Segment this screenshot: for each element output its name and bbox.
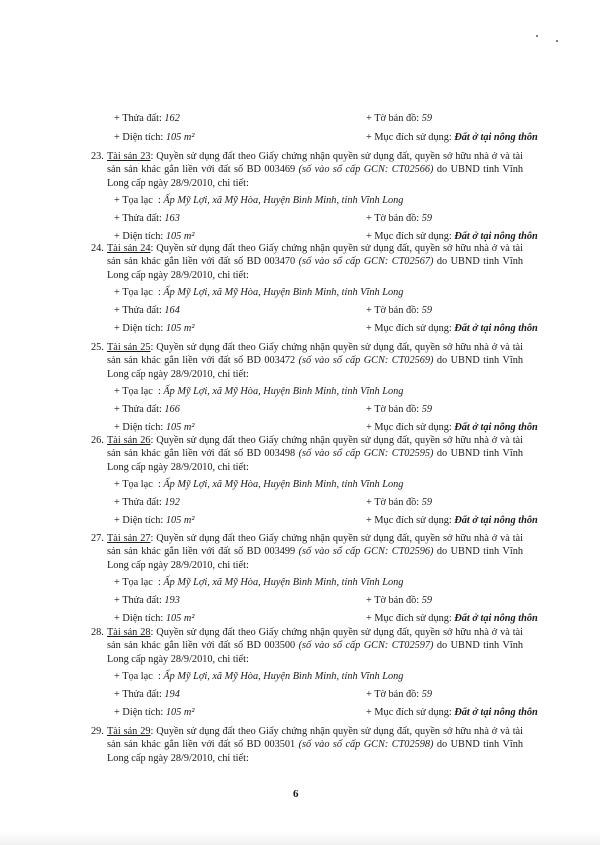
asset-paragraph: Tài sản 27: Quyền sử dụng đất theo Giấy chứng nhận quyền sử dụng đất, quyền sở hữu nhà ở và tài sản sản khác gắn liền với đất số BD 003499 (số vào sổ cấp GCN: CT02596) do UBND tỉnh Vĩnh Long cấp ngày 28/9/2010, chi tiết: [107,533,523,571]
thua-value: 192 [164,497,180,508]
gcn-number: (số vào sổ cấp GCN: CT02567) [298,256,434,268]
asset-number: 24. [91,243,104,254]
asset-title: Tài sản 29 [107,726,151,737]
asset-text-b: do UBND tỉnh Vĩnh Long cấp ngày 28/9/2010, chi tiết: [107,640,523,665]
asset-text-a: Quyền sử dụng đất theo Giấy chứng nhận quyền sử dụng đất, quyền sở hữu nhà ở và tài sản sản khác gắn liền với đất số [107,243,523,268]
to-value: 59 [421,213,432,224]
cert-number: BD 003470 [246,256,296,268]
thua-value: 163 [164,213,180,224]
muc-dich-value: Đất ở tại nông thôn [454,323,538,334]
toa-lac-line: + Tọa lạc : Ấp Mỹ Lợi, xã Mỹ Hòa, Huyện Bình Minh, tỉnh Vĩnh Long [114,195,404,206]
asset-text-a: Quyền sử dụng đất theo Giấy chứng nhận quyền sử dụng đất, quyền sở hữu nhà ở và tài sản sản khác gắn liền với đất số [107,726,523,751]
toa-lac-value: Ấp Mỹ Lợi, xã Mỹ Hòa, Huyện Bình Minh, tỉnh Vĩnh Long [163,386,404,397]
thua-value: 194 [164,689,180,700]
to-value: 59 [421,595,432,606]
asset-paragraph: Tài sản 24: Quyền sử dụng đất theo Giấy chứng nhận quyền sử dụng đất, quyền sở hữu nhà ở và tài sản sản khác gắn liền với đất số BD 003470 (số vào sổ cấp GCN: CT02567) do UBND tỉnh Vĩnh Long cấp ngày 28/9/2010, chi tiết: [107,243,523,281]
top-dientich-line: + Diện tích: 105 m² + Mục đích sử dụng: Đất ở tại nông thôn [114,132,538,143]
dien-tich-value: 105 m² [165,132,195,143]
thua-value: 193 [164,595,180,606]
asset-text-b: do UBND tỉnh Vĩnh Long cấp ngày 28/9/2010, chi tiết: [107,164,523,189]
muc-dich-value: Đất ở tại nông thôn [454,707,538,718]
asset-text-b: do UBND tỉnh Vĩnh Long cấp ngày 28/9/2010, chi tiết: [107,355,523,380]
thua-line: + Thửa đất: 164 + Tờ bản đồ: 59 [114,305,432,316]
asset-text-b: do UBND tỉnh Vĩnh Long cấp ngày 28/9/2010, chi tiết: [107,448,523,473]
scan-speck [536,35,538,37]
asset-text-a: Quyền sử dụng đất theo Giấy chứng nhận quyền sử dụng đất, quyền sở hữu nhà ở và tài sản sản khác gắn liền với đất số [107,533,523,558]
asset-number: 25. [91,342,104,353]
gcn-number: (số vào sổ cấp GCN: CT02598) [298,739,434,751]
asset-text-a: Quyền sử dụng đất theo Giấy chứng nhận quyền sử dụng đất, quyền sở hữu nhà ở và tài sản sản khác gắn liền với đất số [107,627,523,652]
asset-paragraph: Tài sản 28: Quyền sử dụng đất theo Giấy chứng nhận quyền sử dụng đất, quyền sở hữu nhà ở và tài sản sản khác gắn liền với đất số BD 003500 (số vào sổ cấp GCN: CT02597) do UBND tỉnh Vĩnh Long cấp ngày 28/9/2010, chi tiết: [107,627,523,665]
dien-tich-value: 105 m² [165,613,195,624]
asset-text-b: do UBND tỉnh Vĩnh Long cấp ngày 28/9/2010, chi tiết: [107,546,523,571]
dien-tich-line: + Diện tích: 105 m² + Mục đích sử dụng: Đất ở tại nông thôn [114,515,538,526]
thua-value: 162 [164,113,180,124]
gcn-number: (số vào sổ cấp GCN: CT02569) [298,355,434,367]
asset-title: Tài sản 23 [107,151,151,162]
scan-speck [556,40,558,42]
gcn-number: (số vào sổ cấp GCN: CT02596) [298,546,434,558]
cert-number: BD 003498 [246,448,296,460]
thua-value: 166 [164,404,180,415]
to-value: 59 [421,497,432,508]
thua-line: + Thửa đất: 163 + Tờ bản đồ: 59 [114,213,432,224]
cert-number: BD 003469 [246,164,296,176]
dien-tich-value: 105 m² [165,323,195,334]
gcn-number: (số vào sổ cấp GCN: CT02595) [298,448,434,460]
asset-paragraph: Tài sản 29: Quyền sử dụng đất theo Giấy chứng nhận quyền sử dụng đất, quyền sở hữu nhà ở và tài sản sản khác gắn liền với đất số BD 003501 (số vào sổ cấp GCN: CT02598) do UBND tỉnh Vĩnh Long cấp ngày 28/9/2010, chi tiết: [107,726,523,764]
toa-lac-value: Ấp Mỹ Lợi, xã Mỹ Hòa, Huyện Bình Minh, tỉnh Vĩnh Long [163,671,404,682]
muc-dich-value: Đất ở tại nông thôn [454,132,538,143]
thua-line: + Thửa đất: 194 + Tờ bản đồ: 59 [114,689,432,700]
asset-title: Tài sản 27 [107,533,151,544]
asset-title: Tài sản 26 [107,435,151,446]
asset-number: 23. [91,151,104,162]
asset-paragraph: Tài sản 25: Quyền sử dụng đất theo Giấy chứng nhận quyền sử dụng đất, quyền sở hữu nhà ở và tài sản sản khác gắn liền với đất số BD 003472 (số vào sổ cấp GCN: CT02569) do UBND tỉnh Vĩnh Long cấp ngày 28/9/2010, chi tiết: [107,342,523,380]
to-value: 59 [421,689,432,700]
asset-text-b: do UBND tỉnh Vĩnh Long cấp ngày 28/9/2010, chi tiết: [107,739,523,764]
gcn-number: (số vào sổ cấp GCN: CT02566) [298,164,434,176]
cert-number: BD 003500 [246,640,296,652]
asset-text-a: Quyền sử dụng đất theo Giấy chứng nhận quyền sử dụng đất, quyền sở hữu nhà ở và tài sản sản khác gắn liền với đất số [107,151,523,176]
asset-paragraph: Tài sản 26: Quyền sử dụng đất theo Giấy chứng nhận quyền sử dụng đất, quyền sở hữu nhà ở và tài sản sản khác gắn liền với đất số BD 003498 (số vào sổ cấp GCN: CT02595) do UBND tỉnh Vĩnh Long cấp ngày 28/9/2010, chi tiết: [107,435,523,473]
toa-lac-line: + Tọa lạc : Ấp Mỹ Lợi, xã Mỹ Hòa, Huyện Bình Minh, tỉnh Vĩnh Long [114,479,404,490]
asset-title: Tài sản 25 [107,342,151,353]
cert-number: BD 003501 [246,739,296,751]
asset-text-a: Quyền sử dụng đất theo Giấy chứng nhận quyền sử dụng đất, quyền sở hữu nhà ở và tài sản sản khác gắn liền với đất số [107,342,523,367]
muc-dich-value: Đất ở tại nông thôn [454,422,538,433]
muc-dich-value: Đất ở tại nông thôn [454,515,538,526]
dien-tich-line: + Diện tích: 105 m² + Mục đích sử dụng: Đất ở tại nông thôn [114,231,538,242]
asset-number: 26. [91,435,104,446]
cert-number: BD 003499 [246,546,296,558]
toa-lac-line: + Tọa lạc : Ấp Mỹ Lợi, xã Mỹ Hòa, Huyện Bình Minh, tỉnh Vĩnh Long [114,577,404,588]
asset-text-a: Quyền sử dụng đất theo Giấy chứng nhận quyền sử dụng đất, quyền sở hữu nhà ở và tài sản sản khác gắn liền với đất số [107,435,523,460]
dien-tich-line: + Diện tích: 105 m² + Mục đích sử dụng: Đất ở tại nông thôn [114,323,538,334]
toa-lac-value: Ấp Mỹ Lợi, xã Mỹ Hòa, Huyện Bình Minh, tỉnh Vĩnh Long [163,479,404,490]
muc-dich-value: Đất ở tại nông thôn [454,613,538,624]
dien-tich-line: + Diện tích: 105 m² + Mục đích sử dụng: Đất ở tại nông thôn [114,613,538,624]
toa-lac-value: Ấp Mỹ Lợi, xã Mỹ Hòa, Huyện Bình Minh, tỉnh Vĩnh Long [163,195,404,206]
dien-tich-value: 105 m² [165,422,195,433]
gcn-number: (số vào sổ cấp GCN: CT02597) [298,640,434,652]
toa-lac-line: + Tọa lạc : Ấp Mỹ Lợi, xã Mỹ Hòa, Huyện Bình Minh, tỉnh Vĩnh Long [114,671,404,682]
to-value: 59 [421,404,432,415]
cert-number: BD 003472 [246,355,296,367]
toa-lac-value: Ấp Mỹ Lợi, xã Mỹ Hòa, Huyện Bình Minh, tỉnh Vĩnh Long [163,287,404,298]
page-number: 6 [293,788,299,800]
thua-value: 164 [164,305,180,316]
asset-paragraph: Tài sản 23: Quyền sử dụng đất theo Giấy chứng nhận quyền sử dụng đất, quyền sở hữu nhà ở và tài sản sản khác gắn liền với đất số BD 003469 (số vào sổ cấp GCN: CT02566) do UBND tỉnh Vĩnh Long cấp ngày 28/9/2010, chi tiết: [107,151,523,189]
asset-number: 28. [91,627,104,638]
scan-bottom-edge [0,830,600,845]
to-value: 59 [421,113,432,124]
dien-tich-value: 105 m² [165,515,195,526]
muc-dich-value: Đất ở tại nông thôn [454,231,538,242]
thua-line: + Thửa đất: 192 + Tờ bản đồ: 59 [114,497,432,508]
toa-lac-line: + Tọa lạc : Ấp Mỹ Lợi, xã Mỹ Hòa, Huyện Bình Minh, tỉnh Vĩnh Long [114,287,404,298]
asset-text-b: do UBND tỉnh Vĩnh Long cấp ngày 28/9/2010, chi tiết: [107,256,523,281]
toa-lac-line: + Tọa lạc : Ấp Mỹ Lợi, xã Mỹ Hòa, Huyện Bình Minh, tỉnh Vĩnh Long [114,386,404,397]
thua-line: + Thửa đất: 193 + Tờ bản đồ: 59 [114,595,432,606]
to-value: 59 [421,305,432,316]
top-thua-line: + Thửa đất: 162 + Tờ bản đồ: 59 [114,113,432,124]
thua-line: + Thửa đất: 166 + Tờ bản đồ: 59 [114,404,432,415]
dien-tich-line: + Diện tích: 105 m² + Mục đích sử dụng: Đất ở tại nông thôn [114,707,538,718]
asset-title: Tài sản 24 [107,243,151,254]
asset-number: 29. [91,726,104,737]
dien-tich-line: + Diện tích: 105 m² + Mục đích sử dụng: Đất ở tại nông thôn [114,422,538,433]
asset-title: Tài sản 28 [107,627,151,638]
dien-tich-value: 105 m² [165,707,195,718]
toa-lac-value: Ấp Mỹ Lợi, xã Mỹ Hòa, Huyện Bình Minh, tỉnh Vĩnh Long [163,577,404,588]
dien-tich-value: 105 m² [165,231,195,242]
asset-number: 27. [91,533,104,544]
